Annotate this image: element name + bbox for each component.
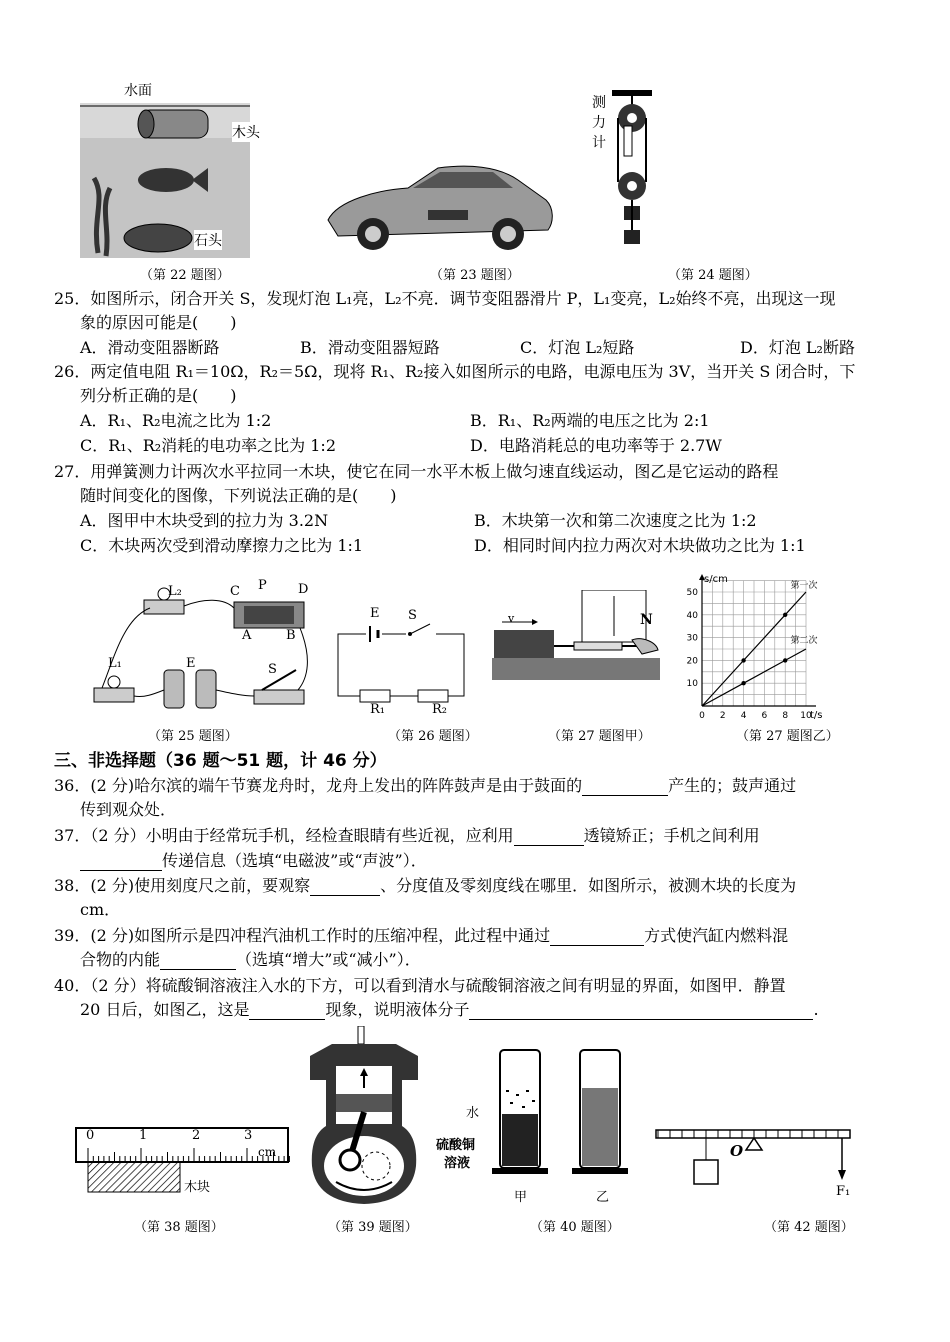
q38-line1 <box>54 876 796 896</box>
fig27b-st-chart <box>672 564 832 724</box>
fig25-label-c: C <box>230 584 240 599</box>
q25-stem-line1: 25．如图所示，闭合开关 S，发现灯泡 L₁亮，L₂不亮．调节变阻器滑片 P，L₁变亮，L₂始终不亮，出现这一现 <box>54 289 836 308</box>
fig42-lever <box>654 1124 864 1204</box>
q25-option-a: A．滑动变阻器断路 <box>80 338 220 357</box>
q26-stem-line2: 列分析正确的是( ) <box>80 386 237 405</box>
fig25-label-b: B <box>286 628 296 643</box>
y-tick-label: 10 <box>686 679 698 690</box>
x-tick-label: 4 <box>740 711 747 721</box>
fig40-label-cuso4: 硫酸铜 <box>436 1138 476 1153</box>
q37-text1a: 37．（2 分）小明由于经常玩手机，经检查眼睛有些近视，应利用 <box>54 826 514 845</box>
data-point <box>741 658 745 662</box>
fig27a-label-n: N <box>640 612 653 628</box>
y-tick-label: 20 <box>686 656 698 667</box>
series-label: 第一次 <box>790 581 818 591</box>
fig26-label-r1: R₁ <box>370 702 385 717</box>
ruler-label-2: 2 <box>192 1128 201 1143</box>
fig40-caption: （第 40 题图） <box>530 1220 620 1235</box>
fig27a-pulling-block <box>492 590 660 686</box>
q27-option-c: C．木块两次受到滑动摩擦力之比为 1:1 <box>80 536 364 555</box>
label-wood: 木头 <box>232 122 260 142</box>
x-tick-label: 8 <box>782 711 789 721</box>
ruler-label-0: 0 <box>86 1128 95 1143</box>
q39-line2 <box>80 950 421 970</box>
section3-title: 三、非选择题（36 题～51 题，计 46 分） <box>54 751 387 771</box>
x-tick-label: 2 <box>719 711 726 721</box>
q40-line1: 40．（2 分）将硫酸铜溶液注入水的下方，可以看到清水与硫酸铜溶液之间有明显的界面，如图甲．静置 <box>54 976 786 995</box>
fig38-caption: （第 38 题图） <box>134 1220 224 1235</box>
x-tick-label: 10 <box>800 711 812 721</box>
q37-blank2[interactable] <box>80 854 162 871</box>
fig27b-caption: （第 27 题图乙） <box>736 729 839 744</box>
q36-text1b: 产生的；鼓声通过 <box>668 776 797 795</box>
fig26-caption: （第 26 题图） <box>388 729 478 744</box>
data-point <box>783 658 787 662</box>
fig25-label-e: E <box>186 656 196 671</box>
q26-option-a: A．R₁、R₂电流之比为 1:2 <box>80 411 272 430</box>
q27-stem-line2: 随时间变化的图像，下列说法正确的是( ) <box>80 486 397 505</box>
q27-option-b: B．木块第一次和第二次速度之比为 1:2 <box>474 511 757 530</box>
fig26-label-e: E <box>370 606 380 621</box>
fig25-circuit-photo <box>84 578 324 720</box>
fig26-label-s: S <box>408 608 417 623</box>
q38-line2: cm． <box>80 900 121 919</box>
fig39-caption: （第 39 题图） <box>328 1220 418 1235</box>
q25-option-c: C．灯泡 L₂短路 <box>520 338 635 357</box>
fig40-label-jia: 甲 <box>514 1190 528 1205</box>
fig27a-caption: （第 27 题图甲） <box>548 729 651 744</box>
series-label: 第二次 <box>790 636 818 646</box>
q36-line2: 传到观众处． <box>80 800 177 819</box>
q37-text1b: 透镜矫正；手机之间利用 <box>583 826 760 845</box>
q39-line1 <box>54 926 788 946</box>
fig25-label-l2: L₂ <box>168 584 182 599</box>
fig40-label-water: 水 <box>466 1106 480 1121</box>
q27-stem-line1: 27．用弹簧测力计两次水平拉同一木块，使它在同一水平木板上做匀速直线运动，图乙是它运动的路程 <box>54 462 779 481</box>
q40-blank1[interactable] <box>249 1003 325 1020</box>
q27-option-a: A．图甲中木块受到的拉力为 3.2N <box>80 511 329 530</box>
q37-blank1[interactable] <box>514 829 584 846</box>
label-water-surface: 水面 <box>124 83 152 99</box>
fig25-caption: （第 25 题图） <box>148 729 238 744</box>
fig38-ruler <box>74 1124 292 1194</box>
q26-stem-line1: 26．两定值电阻 R₁＝10Ω，R₂＝5Ω，现将 R₁、R₂接入如图所示的电路，电源电压为 3V，当开关 S 闭合时，下 <box>54 362 856 381</box>
label-force-meter-2: 力 <box>592 115 606 131</box>
y-tick-label: 40 <box>686 610 698 621</box>
q37-line1 <box>54 826 760 846</box>
q26-option-b: B．R₁、R₂两端的电压之比为 2:1 <box>470 411 710 430</box>
q25-stem-line2: 象的原因可能是( ) <box>80 313 237 332</box>
q37-line2 <box>80 851 427 871</box>
q36-line1 <box>54 776 796 796</box>
fig25-label-d: D <box>298 582 309 597</box>
y-tick-label: 50 <box>686 588 698 598</box>
q26-option-d: D．电路消耗总的电功率等于 2.7W <box>470 436 722 455</box>
ruler-label-3: 3 <box>244 1128 253 1143</box>
q25-option-b: B．滑动变阻器短路 <box>300 338 440 357</box>
data-point <box>783 613 787 617</box>
q40-line2 <box>80 1000 819 1020</box>
q36-blank1[interactable] <box>582 779 668 796</box>
fig27a-label-v: v <box>508 612 515 625</box>
label-force-meter-3: 计 <box>592 135 606 151</box>
q36-text1a: 36．(2 分)哈尔滨的端午节赛龙舟时，龙舟上发出的阵阵鼓声是由于鼓面的 <box>54 776 583 795</box>
q39-text2a: 合物的内能 <box>80 950 161 969</box>
fig26-label-r2: R₂ <box>432 702 447 717</box>
block-label: 木块 <box>184 1180 211 1195</box>
x-tick-label: 6 <box>761 711 768 721</box>
q39-text1a: 39．(2 分)如图所示是四冲程汽油机工作时的压缩冲程，此过程中通过 <box>54 926 551 945</box>
fig24-caption: （第 24 题图） <box>668 268 758 283</box>
q40-text2c: . <box>813 1000 819 1019</box>
fig40-label-solution: 溶液 <box>444 1156 471 1171</box>
fig40-label-yi: 乙 <box>596 1190 610 1205</box>
q38-blank1[interactable] <box>310 879 380 896</box>
q25-option-d: D．灯泡 L₂断路 <box>740 338 855 357</box>
y-tick-label: 30 <box>686 633 698 644</box>
fig40-cylinders <box>492 1044 642 1184</box>
fig39-engine-cylinder <box>306 1026 422 1206</box>
ruler-label-1: 1 <box>139 1128 148 1143</box>
label-force-meter-1: 测 <box>592 95 606 111</box>
fig42-caption: （第 42 题图） <box>764 1220 854 1235</box>
q38-text1b: 、分度值及零刻度线在哪里．如图所示，被测木块的长度为 <box>380 876 797 895</box>
label-stone: 石头 <box>194 230 222 250</box>
fig42-label-o: O <box>730 1142 744 1160</box>
fig25-label-p: P <box>258 578 267 593</box>
x-axis-label: t/s <box>810 710 823 721</box>
fig26-circuit-diagram <box>332 610 472 706</box>
q26-option-c: C．R₁、R₂消耗的电功率之比为 1:2 <box>80 436 337 455</box>
x-tick-label: 0 <box>699 711 705 721</box>
y-axis-label: s/cm <box>704 574 728 585</box>
q27-option-d: D．相同时间内拉力两次对木块做功之比为 1:1 <box>474 536 806 555</box>
data-point <box>741 681 745 685</box>
q38-text1a: 38．(2 分)使用刻度尺之前，要观察 <box>54 876 311 895</box>
q39-blank1[interactable] <box>550 929 644 946</box>
q40-blank2[interactable] <box>469 1003 813 1020</box>
q40-text2a: 20 日后，如图乙，这是 <box>80 1000 250 1019</box>
fig22-caption: （第 22 题图） <box>140 268 230 283</box>
ruler-unit: cm <box>258 1145 277 1159</box>
q39-text2b: （选填“增大”或“减小”）． <box>236 950 421 969</box>
fig23-caption: （第 23 题图） <box>430 268 520 283</box>
fig25-label-s: S <box>268 662 277 677</box>
q40-text2b: 现象，说明液体分子 <box>325 1000 470 1019</box>
fig23-car-image <box>318 160 558 258</box>
q39-text1b: 方式使汽缸内燃料混 <box>644 926 789 945</box>
fig25-label-a: A <box>242 628 252 643</box>
q37-text2: 传递信息（选填“电磁波”或“声波”）． <box>162 851 427 870</box>
fig42-label-f1: F₁ <box>836 1184 851 1199</box>
q39-blank2[interactable] <box>160 953 236 970</box>
fig22-underwater-scene <box>80 78 250 258</box>
fig25-label-l1: L₁ <box>108 656 122 671</box>
